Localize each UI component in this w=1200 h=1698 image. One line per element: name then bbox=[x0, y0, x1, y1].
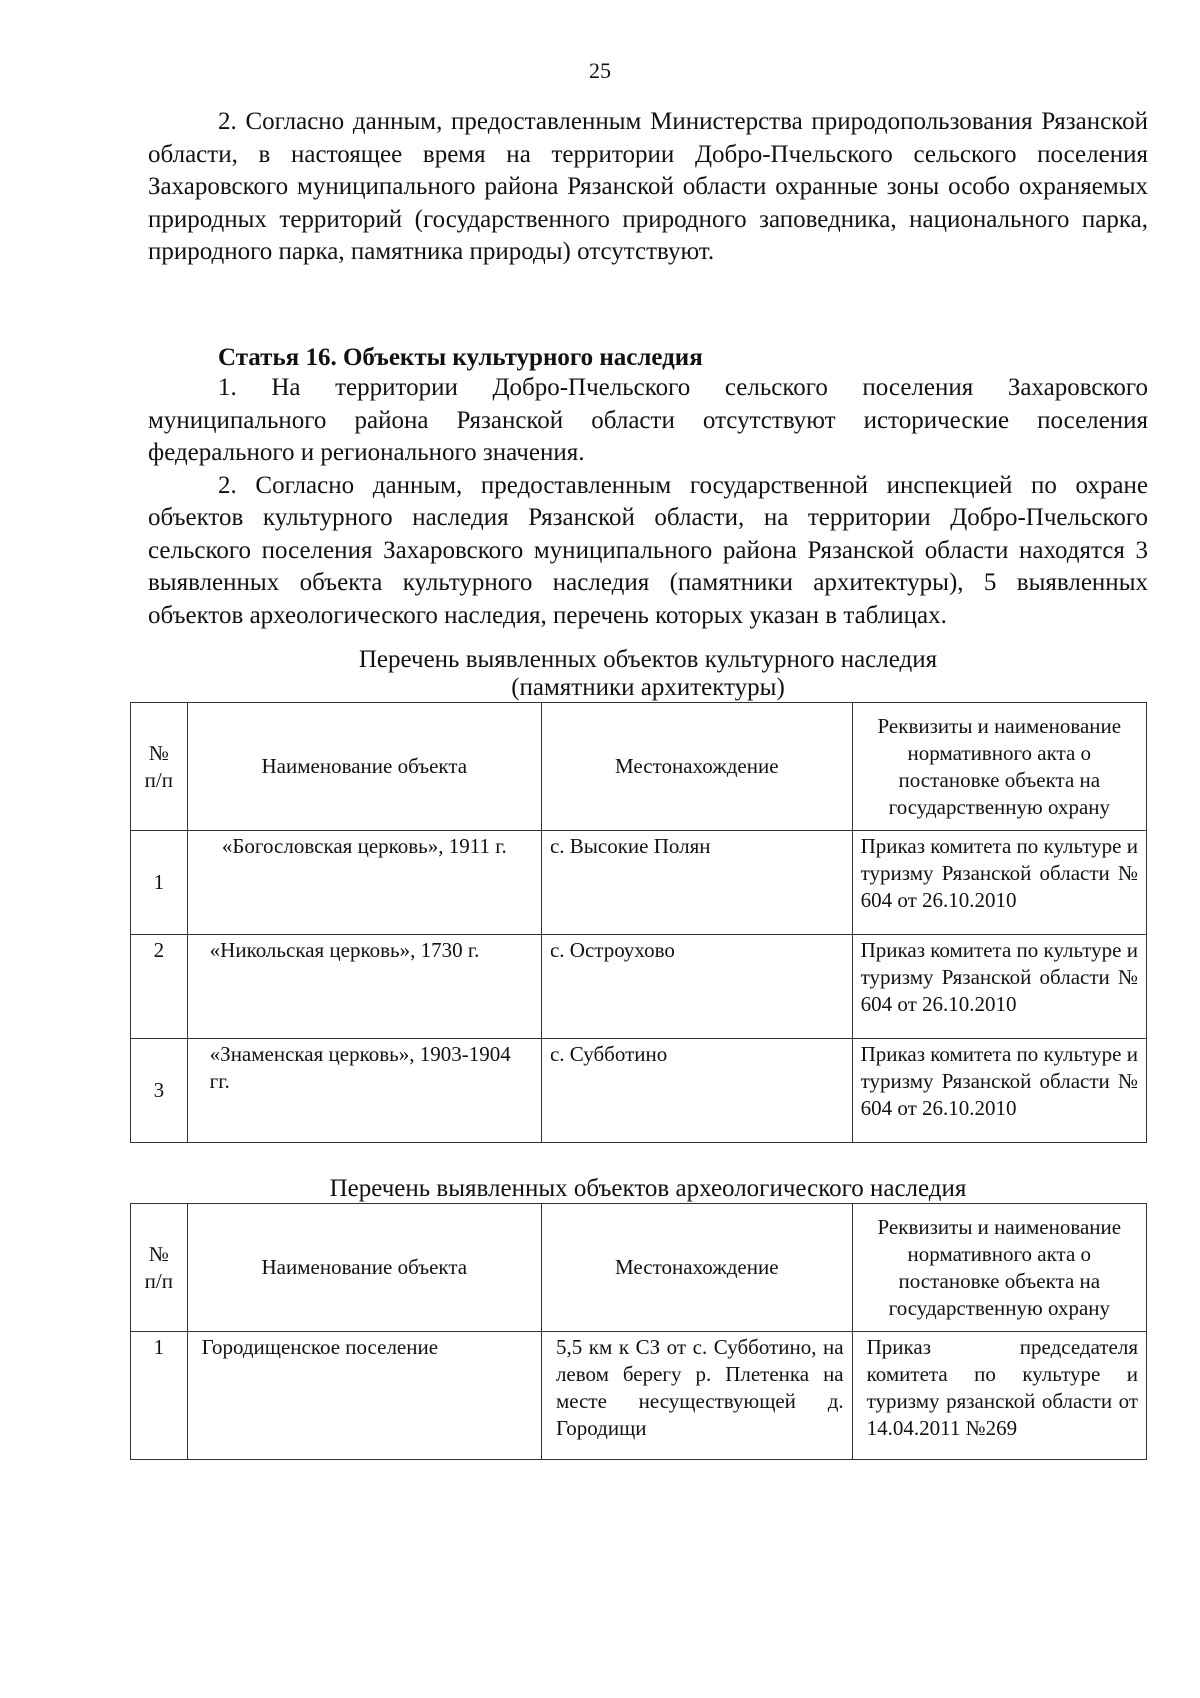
row-num: 2 bbox=[131, 935, 188, 1039]
row-location: с. Остроухово bbox=[541, 935, 852, 1039]
article-paragraph-2: 2. Согласно данным, предоставленным государственной инспекцией по охране объектов культурного наследия Рязанской области, на территории Добро-Пчельского сельского поселения Захаровского муниципального района Рязанской области находятся 3 выявленных объекта культурного наследия (памятники архитектуры), 5 выявленных объектов археологического наследия, перечень которых указан в таблицах. bbox=[148, 471, 1148, 629]
table1-caption-line1: Перечень выявленных объектов культурного наследия bbox=[358, 646, 938, 673]
article-heading: Статья 16. Объекты культурного наследия bbox=[218, 344, 703, 371]
header-name: Наименование объекта bbox=[187, 1204, 541, 1332]
row-num: 3 bbox=[131, 1039, 188, 1143]
header-requisites: Реквизиты и наименование нормативного акта о постановке объекта на государственную охрану bbox=[852, 1204, 1146, 1332]
row-requisites: Приказ председателя комитета по культуре и туризму рязанской области от 14.04.2011 №269 bbox=[852, 1332, 1146, 1460]
row-location: с. Субботино bbox=[541, 1039, 852, 1143]
archaeological-heritage-table bbox=[130, 1203, 1147, 1460]
header-requisites: Реквизиты и наименование нормативного акта о постановке объекта на государственную охрану bbox=[852, 703, 1146, 831]
article-body bbox=[148, 372, 1148, 632]
row-name: «Богословская церковь», 1911 г. bbox=[187, 831, 541, 935]
header-num: № п/п bbox=[131, 1204, 188, 1332]
header-location: Местонахождение bbox=[541, 1204, 852, 1332]
row-num: 1 bbox=[131, 1332, 188, 1460]
intro-paragraph: 2. Согласно данным, предоставленным Министерства природопользования Рязанской области, в настоящее время на территории Добро-Пчельского сельского поселения Захаровского муниципального района Рязанской области охранные зоны особо охраняемых природных территорий (государственного природного заповедника, национального парка, природного парка, памятника природы) отсутствуют. bbox=[148, 108, 1148, 265]
header-location: Местонахождение bbox=[541, 703, 852, 831]
table-row bbox=[131, 935, 1147, 1039]
table-header-row bbox=[131, 703, 1147, 831]
architecture-monuments-table bbox=[130, 702, 1147, 1143]
row-name: «Никольская церковь», 1730 г. bbox=[187, 935, 541, 1039]
row-location: с. Высокие Полян bbox=[541, 831, 852, 935]
row-location: 5,5 км к СЗ от с. Субботино, на левом берегу р. Плетенка на месте несуществующей д. Городищи bbox=[541, 1332, 852, 1460]
table1-caption bbox=[148, 646, 1148, 702]
table1-caption-line2: (памятники архитектуры) bbox=[511, 674, 785, 701]
row-requisites: Приказ комитета по культуре и туризму Рязанской области № 604 от 26.10.2010 bbox=[852, 935, 1146, 1039]
table-header-row bbox=[131, 1204, 1147, 1332]
intro-section bbox=[148, 106, 1148, 269]
header-num: № п/п bbox=[131, 703, 188, 831]
article-paragraph-1: 1. На территории Добро-Пчельского сельского поселения Захаровского муниципального района Рязанской области отсутствуют исторические поселения федерального и регионального значения. bbox=[148, 374, 1148, 466]
table2-caption: Перечень выявленных объектов археологического наследия bbox=[329, 1175, 967, 1202]
row-requisites: Приказ комитета по культуре и туризму Рязанской области № 604 от 26.10.2010 bbox=[852, 831, 1146, 935]
header-name: Наименование объекта bbox=[187, 703, 541, 831]
row-name: Городищенское поселение bbox=[187, 1332, 541, 1460]
table-row bbox=[131, 1332, 1147, 1460]
row-num: 1 bbox=[131, 831, 188, 935]
row-name: «Знаменская церковь», 1903-1904 гг. bbox=[187, 1039, 541, 1143]
row-requisites: Приказ комитета по культуре и туризму Рязанской области № 604 от 26.10.2010 bbox=[852, 1039, 1146, 1143]
page-number: 25 bbox=[589, 58, 611, 83]
table-row bbox=[131, 1039, 1147, 1143]
table-row bbox=[131, 831, 1147, 935]
